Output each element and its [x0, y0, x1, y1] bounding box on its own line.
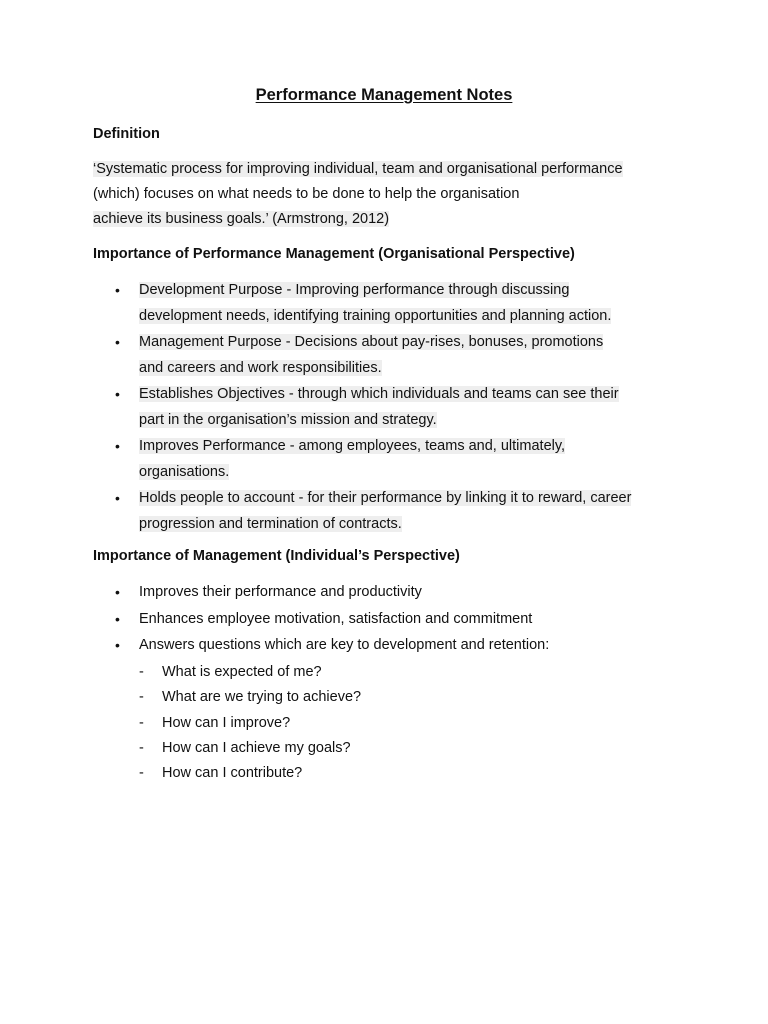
question-list: [0, 660, 768, 786]
org-perspective-heading: Importance of Performance Management (Organisational Perspective): [93, 246, 575, 262]
definition-quote: [93, 157, 693, 232]
dash-icon: -: [139, 664, 144, 680]
list-item: • Management Purpose - Decisions about pay-rises, bonuses, promotions and careers and work responsibilities.: [0, 330, 768, 381]
question-item: - What is expected of me?: [0, 660, 768, 685]
list-item: • Holds people to account - for their performance by linking it to reward, career progression and termination of contracts.: [0, 486, 768, 537]
individual-perspective-heading: Importance of Management (Individual’s Perspective): [93, 548, 460, 564]
question-item: - What are we trying to achieve?: [0, 685, 768, 710]
list-item: • Improves their performance and productivity: [0, 580, 768, 606]
bullet-icon: •: [115, 282, 120, 298]
definition-line: achieve its business goals.’ (Armstrong, 2012): [93, 211, 390, 227]
definition-line: (which) focuses on what needs to be done to help the organisation: [93, 186, 520, 202]
list-item: • Development Purpose - Improving performance through discussing development needs, identifying training opportunities and planning action.: [0, 278, 768, 329]
bullet-icon: •: [115, 637, 120, 653]
bullet-icon: •: [115, 610, 120, 627]
definition-heading: Definition: [93, 126, 160, 142]
list-item: • Answers questions which are key to development and retention:: [0, 633, 768, 659]
list-item: • Improves Performance - among employees, teams and, ultimately, organisations.: [0, 434, 768, 485]
dash-icon: -: [139, 765, 144, 782]
list-item: • Establishes Objectives - through which individuals and teams can see their part in the organisation’s mission and strategy.: [0, 382, 768, 433]
question-item: - How can I contribute?: [0, 761, 768, 786]
dash-icon: -: [139, 714, 144, 731]
document-title: Performance Management Notes: [255, 86, 513, 104]
question-item: - How can I improve?: [0, 711, 768, 736]
bullet-icon: •: [115, 386, 120, 402]
bullet-icon: •: [115, 334, 120, 350]
bullet-icon: •: [115, 438, 120, 454]
question-item: - How can I achieve my goals?: [0, 736, 768, 761]
dash-icon: -: [139, 689, 144, 706]
list-item: • Enhances employee motivation, satisfaction and commitment: [0, 607, 768, 633]
org-perspective-list: [0, 278, 768, 537]
bullet-icon: •: [115, 584, 120, 600]
individual-perspective-list: [0, 580, 768, 659]
bullet-icon: •: [115, 490, 120, 506]
dash-icon: -: [139, 739, 144, 756]
definition-line: ‘Systematic process for improving individual, team and organisational performance: [93, 161, 623, 177]
